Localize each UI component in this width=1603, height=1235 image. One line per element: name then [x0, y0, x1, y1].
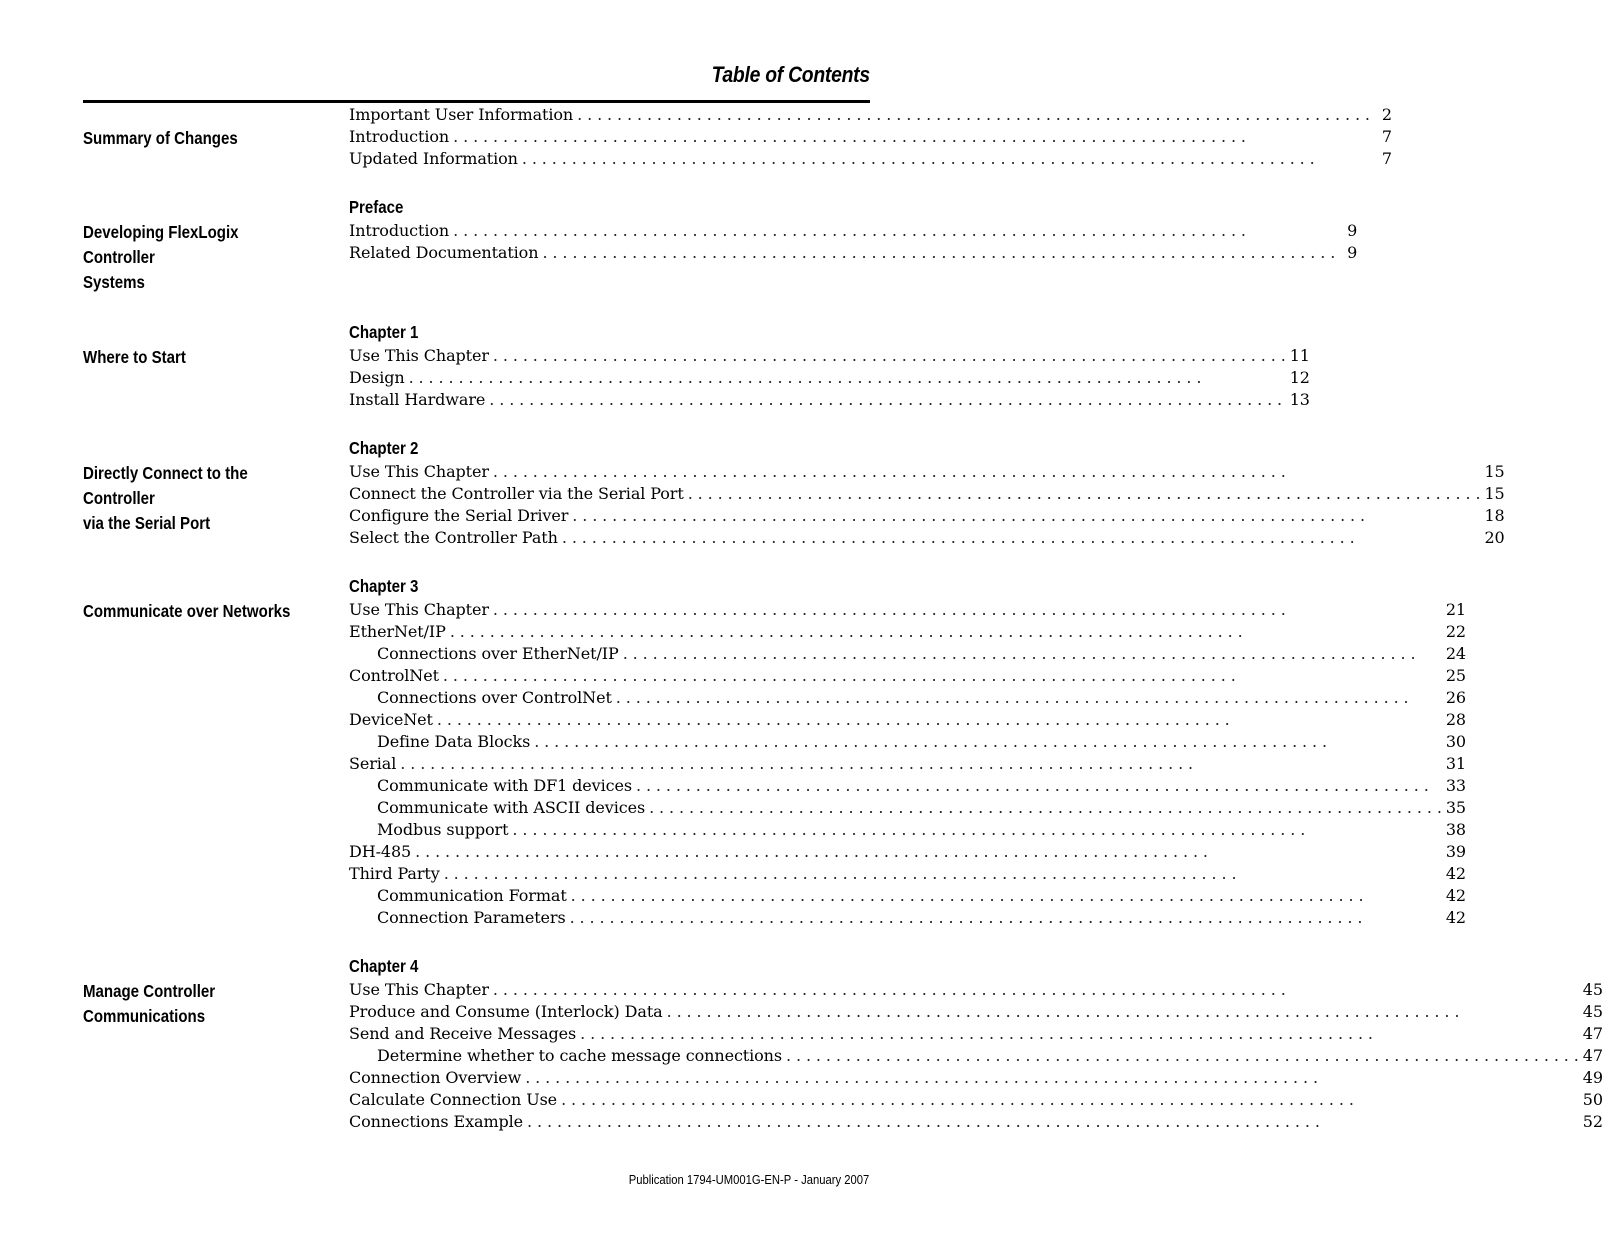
entry-title: Introduction: [349, 127, 450, 146]
toc-entry[interactable]: [349, 1001, 1603, 1023]
dot-leader: [561, 1089, 1579, 1111]
dot-leader: [493, 461, 1481, 483]
toc-section: [83, 104, 1392, 170]
entry-title: Connections over ControlNet: [377, 688, 612, 707]
toc-entry[interactable]: [349, 242, 1357, 264]
toc-entry[interactable]: [349, 126, 1392, 148]
page-number: 49: [1582, 1068, 1603, 1087]
page-number: 47: [1582, 1024, 1603, 1043]
dot-leader: [522, 148, 1370, 170]
toc-subentry[interactable]: [349, 819, 1466, 841]
dot-leader: [400, 753, 1442, 775]
page-number: 39: [1445, 842, 1466, 861]
section-side-title: Manage Controller Communications: [83, 981, 216, 1026]
page-number: 42: [1445, 864, 1466, 883]
entry-title: Communicate with DF1 devices: [377, 776, 632, 795]
entry-title: Connect the Controller via the Serial Port: [349, 484, 684, 503]
toc-entry[interactable]: [349, 483, 1505, 505]
section-entries: [349, 104, 1392, 170]
section-side-title: Developing FlexLogix Controller Systems: [83, 222, 239, 292]
page-title: Table of Contents: [711, 62, 870, 87]
page-number: 45: [1582, 980, 1603, 999]
toc-entry[interactable]: [349, 841, 1466, 863]
toc-entry[interactable]: [349, 1089, 1603, 1111]
entry-title: ControlNet: [349, 666, 439, 685]
dot-leader: [636, 775, 1442, 797]
page-number: 26: [1445, 688, 1466, 707]
dot-leader: [444, 863, 1442, 885]
section-entries: [349, 435, 1505, 549]
page-number: 42: [1445, 908, 1466, 927]
dot-leader: [649, 797, 1442, 819]
entry-title: Calculate Connection Use: [349, 1090, 558, 1109]
toc-subentry[interactable]: [349, 797, 1466, 819]
entry-title: EtherNet/IP: [349, 622, 446, 641]
section-entries: [349, 573, 1466, 929]
page-number: 2: [1381, 105, 1392, 124]
section-side-title: Communicate over Networks: [83, 601, 291, 621]
toc-subentry[interactable]: [349, 731, 1466, 753]
toc-entry[interactable]: [349, 1067, 1603, 1089]
toc-subentry[interactable]: [349, 687, 1466, 709]
toc-entry[interactable]: [349, 1023, 1603, 1045]
entry-title: Communicate with ASCII devices: [377, 798, 646, 817]
toc-section: [83, 573, 1466, 929]
page-number: 20: [1484, 528, 1505, 547]
page-number: 52: [1582, 1112, 1603, 1131]
entry-title: Use This Chapter: [349, 600, 489, 619]
toc-entry[interactable]: [349, 621, 1466, 643]
dot-leader: [453, 126, 1370, 148]
toc-section: [83, 194, 1358, 295]
dot-leader: [667, 1001, 1579, 1023]
entry-title: Send and Receive Messages: [349, 1024, 577, 1043]
dot-leader: [580, 1023, 1579, 1045]
publication-footer: Publication 1794-UM001G-EN-P - January 2007: [628, 1173, 869, 1187]
toc-entry[interactable]: [349, 505, 1505, 527]
entry-title: Serial: [349, 754, 397, 773]
entry-title: DeviceNet: [349, 710, 433, 729]
toc-entry[interactable]: [349, 389, 1310, 411]
dot-leader: [443, 665, 1442, 687]
toc-entry[interactable]: [349, 665, 1466, 687]
toc-entry[interactable]: [349, 599, 1466, 621]
dot-leader: [493, 979, 1579, 1001]
dot-leader: [512, 819, 1441, 841]
dot-leader: [453, 220, 1335, 242]
entry-title: Related Documentation: [349, 243, 539, 262]
entry-title: Updated Information: [349, 149, 518, 168]
page-number: 45: [1582, 1002, 1603, 1021]
toc-entry[interactable]: [349, 1111, 1603, 1133]
entry-title: Use This Chapter: [349, 980, 489, 999]
entry-title: Important User Information: [349, 105, 574, 124]
page-number: 13: [1289, 390, 1310, 409]
section-entries: [349, 194, 1357, 295]
page-number: 15: [1484, 484, 1505, 503]
page-number: 9: [1347, 243, 1358, 262]
entry-title: Produce and Consume (Interlock) Data: [349, 1002, 663, 1021]
chapter-heading: Chapter 3: [349, 576, 419, 596]
dot-leader: [489, 389, 1285, 411]
dot-leader: [570, 907, 1442, 929]
toc-section: [83, 319, 1310, 411]
page-number: 9: [1347, 221, 1358, 240]
section-side-title: Where to Start: [83, 347, 186, 367]
entry-title: Connection Overview: [349, 1068, 522, 1087]
entry-title: Connection Parameters: [377, 908, 566, 927]
entry-title: Connections Example: [349, 1112, 524, 1131]
page-number: 33: [1445, 776, 1466, 795]
toc-subentry[interactable]: [349, 885, 1466, 907]
entry-title: Install Hardware: [349, 390, 486, 409]
page-number: 28: [1445, 710, 1466, 729]
dot-leader: [493, 345, 1286, 367]
toc-subentry[interactable]: [349, 1045, 1603, 1067]
toc-subentry[interactable]: [349, 643, 1466, 665]
toc-entry[interactable]: [349, 148, 1392, 170]
entry-title: Modbus support: [377, 820, 509, 839]
toc-entry[interactable]: [349, 527, 1505, 549]
toc-section: [83, 435, 1505, 549]
entry-title: Select the Controller Path: [349, 528, 558, 547]
dot-leader: [786, 1045, 1579, 1067]
toc-subentry[interactable]: [349, 907, 1466, 929]
entry-title: DH-485: [349, 842, 412, 861]
page-number: 7: [1381, 149, 1392, 168]
page-number: 24: [1445, 644, 1466, 663]
table-of-contents: [83, 104, 1603, 1157]
page-number: 15: [1484, 462, 1505, 481]
entry-title: Introduction: [349, 221, 450, 240]
dot-leader: [450, 621, 1442, 643]
page-number: 47: [1582, 1046, 1603, 1065]
page-number: 11: [1289, 346, 1310, 365]
page-number: 38: [1445, 820, 1466, 839]
page-number: 30: [1445, 732, 1466, 751]
entry-title: Third Party: [349, 864, 440, 883]
toc-entry[interactable]: [349, 979, 1603, 1001]
dot-leader: [572, 505, 1480, 527]
entry-title: Define Data Blocks: [377, 732, 531, 751]
entry-title: Use This Chapter: [349, 346, 489, 365]
dot-leader: [493, 599, 1442, 621]
page-number: 22: [1445, 622, 1466, 641]
toc-entry[interactable]: [349, 104, 1392, 126]
entry-title: Determine whether to cache message connections: [377, 1046, 782, 1065]
chapter-heading: Chapter 4: [349, 956, 419, 976]
section-side-title: Directly Connect to the Controller via the Serial Port: [83, 463, 248, 533]
toc-entry[interactable]: [349, 863, 1466, 885]
dot-leader: [415, 841, 1442, 863]
page-number: 12: [1289, 368, 1310, 387]
dot-leader: [571, 885, 1442, 907]
toc-entry[interactable]: [349, 709, 1466, 731]
section-side-title: Summary of Changes: [83, 128, 238, 148]
dot-leader: [437, 709, 1442, 731]
entry-title: Connections over EtherNet/IP: [377, 644, 619, 663]
dot-leader: [623, 643, 1442, 665]
toc-entry[interactable]: [349, 345, 1310, 367]
page-number: 21: [1445, 600, 1466, 619]
dot-leader: [542, 242, 1335, 264]
toc-subentry[interactable]: [349, 775, 1466, 797]
toc-section: [83, 953, 1603, 1133]
page-number: 42: [1445, 886, 1466, 905]
section-entries: [349, 953, 1603, 1133]
dot-leader: [577, 104, 1370, 126]
entry-title: Communication Format: [377, 886, 567, 905]
chapter-heading: Chapter 2: [349, 438, 419, 458]
page-number: 50: [1582, 1090, 1603, 1109]
entry-title: Design: [349, 368, 405, 387]
toc-entry[interactable]: [349, 367, 1310, 389]
page-number: 18: [1484, 506, 1505, 525]
page-number: 25: [1445, 666, 1466, 685]
dot-leader: [409, 367, 1286, 389]
dot-leader: [527, 1111, 1579, 1133]
chapter-heading: Chapter 1: [349, 322, 419, 342]
section-entries: [349, 319, 1310, 411]
dot-leader: [525, 1067, 1579, 1089]
page-number: 35: [1445, 798, 1466, 817]
dot-leader: [534, 731, 1442, 753]
page-number: 7: [1381, 127, 1392, 146]
entry-title: Use This Chapter: [349, 462, 489, 481]
toc-entry[interactable]: [349, 220, 1357, 242]
entry-title: Configure the Serial Driver: [349, 506, 569, 525]
dot-leader: [562, 527, 1481, 549]
chapter-heading: Preface: [349, 197, 404, 217]
toc-entry[interactable]: [349, 461, 1505, 483]
title-rule: [83, 100, 870, 103]
page-number: 31: [1445, 754, 1466, 773]
toc-entry[interactable]: [349, 753, 1466, 775]
dot-leader: [616, 687, 1442, 709]
dot-leader: [688, 483, 1481, 505]
